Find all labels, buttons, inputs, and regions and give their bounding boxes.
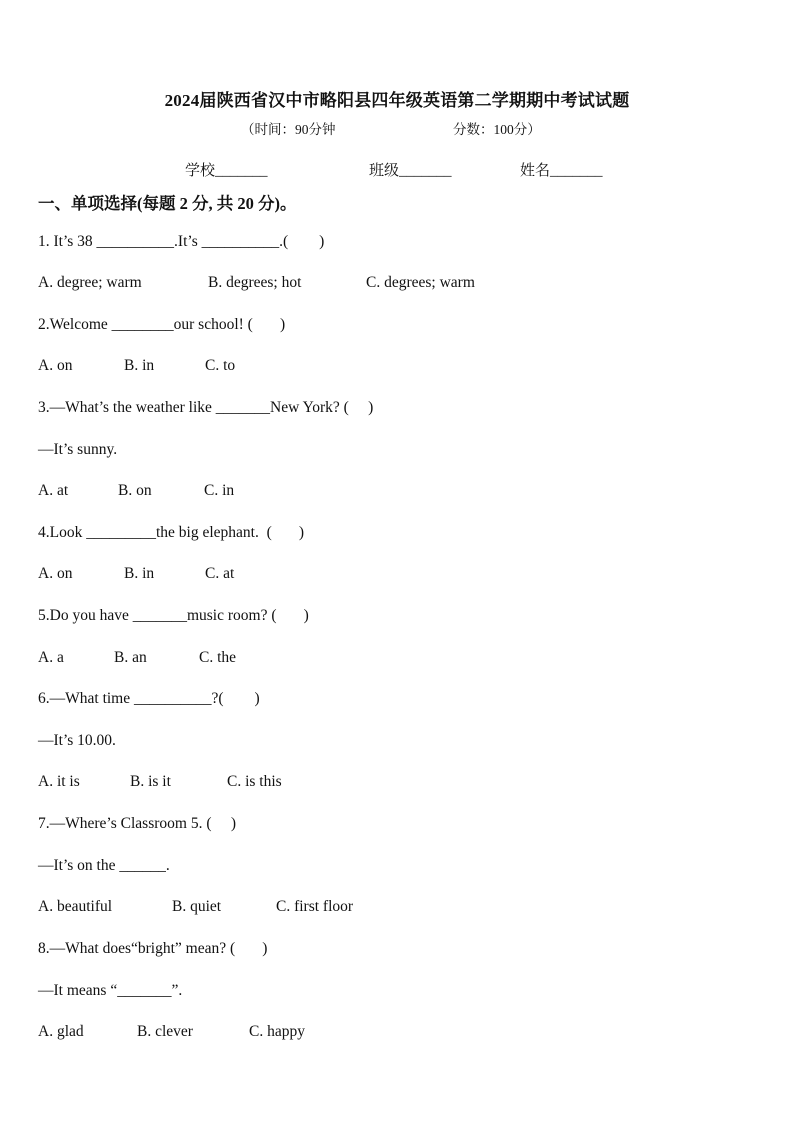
question-5: 5.Do you have _______music room? ( ) <box>38 607 309 624</box>
option-a: A. a <box>38 649 64 666</box>
option-c: C. at <box>205 565 235 582</box>
exam-title: 2024届陕西省汉中市略阳县四年级英语第二学期期中考试试题 <box>164 91 630 110</box>
option-a: A. glad <box>38 1023 84 1040</box>
option-c: C. to <box>205 357 236 374</box>
option-c: C. happy <box>249 1023 305 1040</box>
option-b: B. quiet <box>172 898 222 915</box>
section-heading: 一、单项选择(每题 2 分, 共 20 分)。 <box>38 194 297 213</box>
question-3-options <box>38 482 234 500</box>
option-b: B. in <box>124 565 155 582</box>
question-3: 3.—What’s the weather like _______New York? ( ) <box>38 399 374 416</box>
option-b: B. degrees; hot <box>208 274 302 291</box>
option-c: C. is this <box>227 773 282 790</box>
option-b: B. is it <box>130 773 171 790</box>
question-2: 2.Welcome ________our school! ( ) <box>38 316 286 333</box>
option-c: C. the <box>199 649 237 666</box>
option-b: B. on <box>118 482 152 499</box>
class-field: 班级_______ <box>369 163 452 179</box>
question-7: 7.—Where’s Classroom 5. ( ) <box>38 815 237 832</box>
question-5-options <box>38 649 236 667</box>
option-a: A. on <box>38 357 73 374</box>
option-b: B. clever <box>137 1023 193 1040</box>
option-a: A. it is <box>38 773 80 790</box>
option-a: A. at <box>38 482 69 499</box>
question-7-answer: —It’s on the ______. <box>38 857 170 874</box>
exam-score: 分数：100分） <box>453 122 541 137</box>
question-8-answer: —It means “_______”. <box>38 982 183 999</box>
question-3-answer: —It’s sunny. <box>38 441 118 458</box>
option-c: C. first floor <box>276 898 354 915</box>
exam-time: （时间：90分钟 <box>241 122 336 137</box>
option-a: A. beautiful <box>38 898 113 915</box>
question-6-options <box>38 773 282 791</box>
question-7-options <box>38 898 353 916</box>
option-c: C. in <box>204 482 235 499</box>
question-8-options <box>38 1023 305 1041</box>
question-4-options <box>38 565 234 583</box>
question-4: 4.Look _________the big elephant. ( ) <box>38 524 305 541</box>
question-6-answer: —It’s 10.00. <box>38 732 116 749</box>
option-a: A. degree; warm <box>38 274 142 291</box>
question-1-options <box>38 274 475 292</box>
question-1: 1. It’s 38 __________.It’s __________.( ) <box>38 233 325 250</box>
option-a: A. on <box>38 565 73 582</box>
name-field: 姓名_______ <box>520 163 603 179</box>
question-6: 6.—What time __________?( ) <box>38 690 260 707</box>
school-field: 学校_______ <box>185 163 268 179</box>
option-c: C. degrees; warm <box>366 274 475 291</box>
question-2-options <box>38 357 235 375</box>
option-b: B. an <box>114 649 147 666</box>
question-8: 8.—What does“bright” mean? ( ) <box>38 940 268 957</box>
option-b: B. in <box>124 357 155 374</box>
